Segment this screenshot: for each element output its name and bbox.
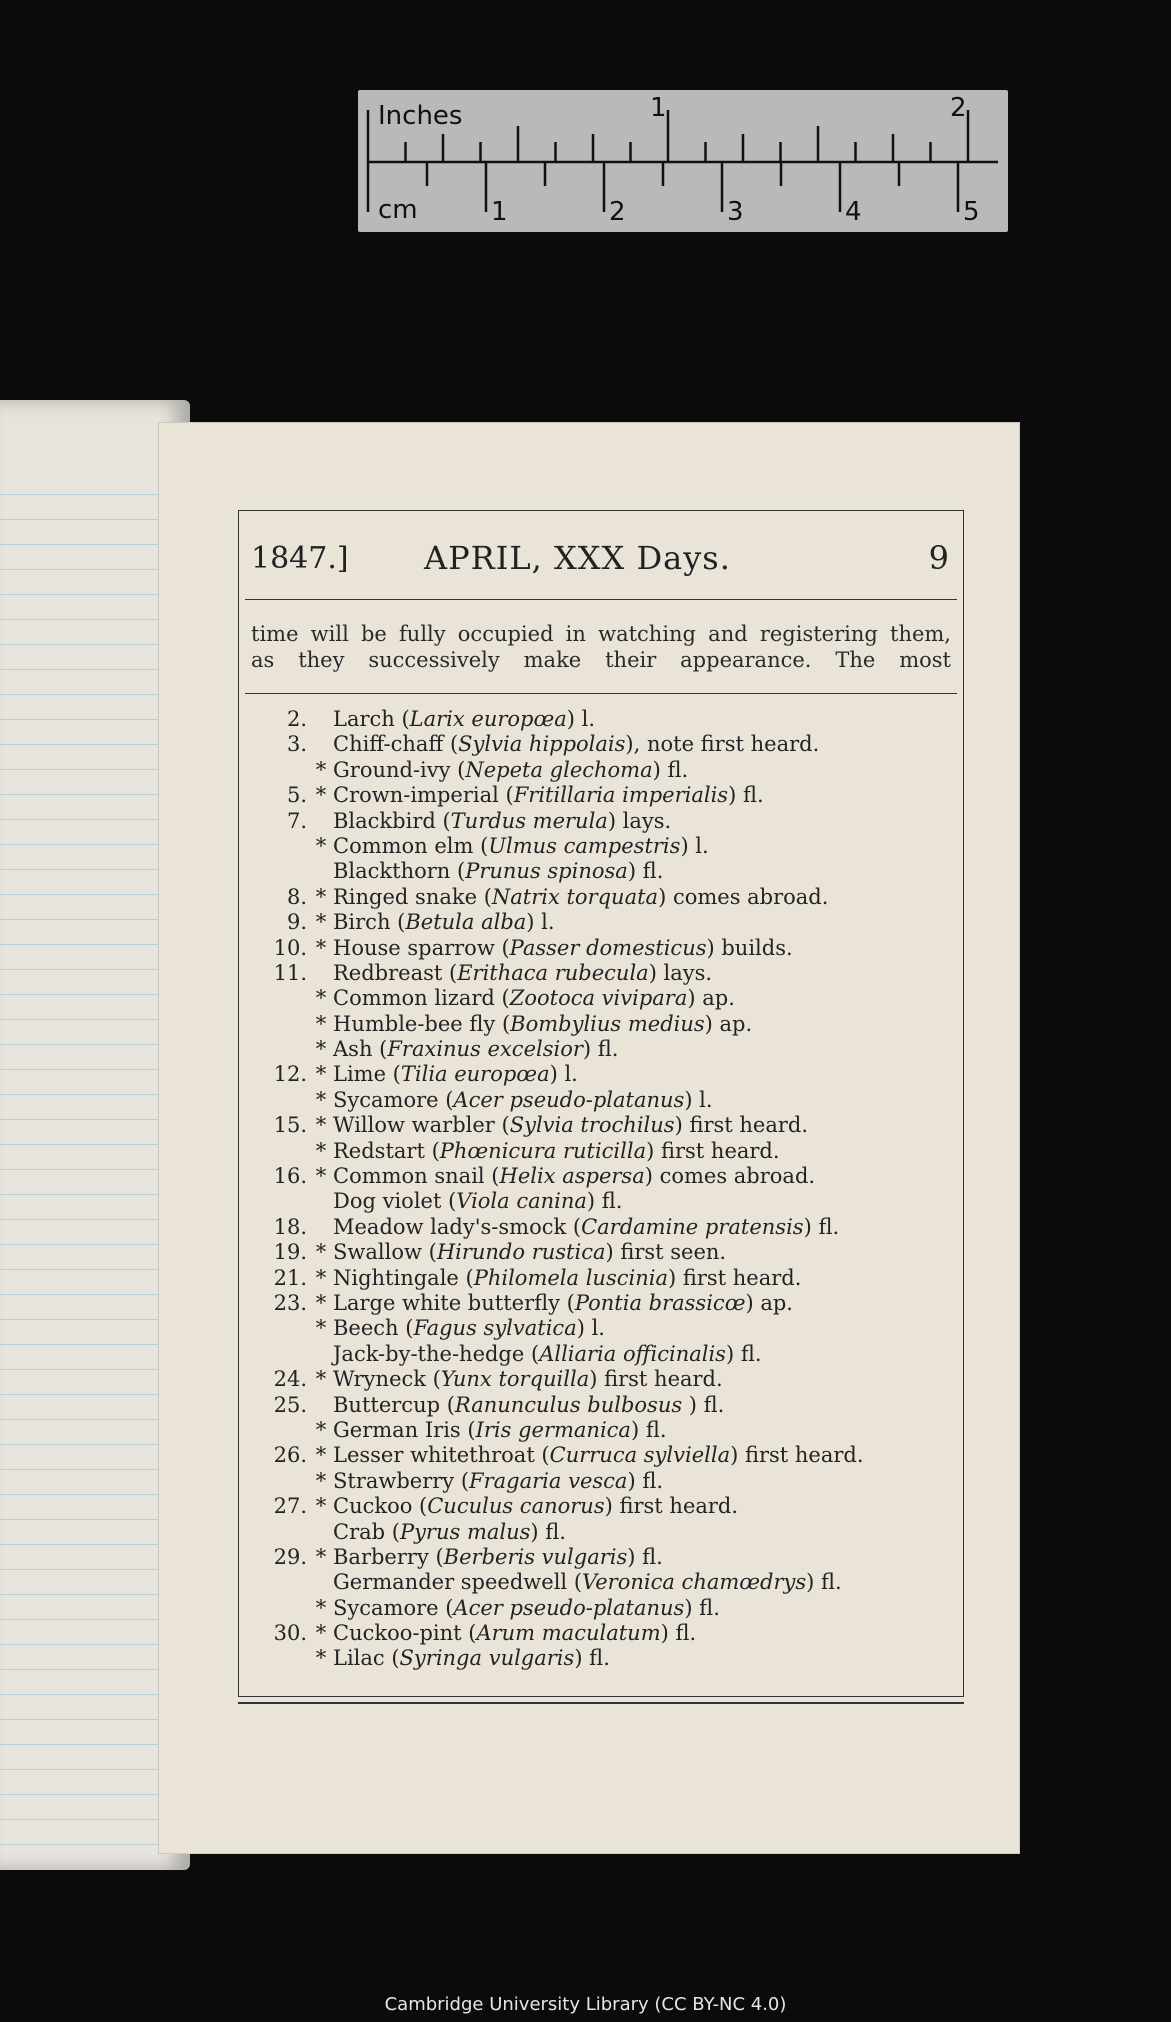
entry-common-name: German Iris ( xyxy=(333,1417,476,1442)
entry-text xyxy=(333,1520,566,1544)
entry-text xyxy=(333,936,793,960)
entry-latin-name: Cuculus canorus xyxy=(427,1494,605,1519)
entry-note: ) fl. xyxy=(586,1189,623,1214)
entry-text xyxy=(333,1062,578,1086)
inch-number: 1 xyxy=(650,93,667,123)
intro-line-1: time will be fully occupied in watching and registering them, xyxy=(251,622,951,646)
entry-common-name: Buttercup ( xyxy=(333,1392,455,1417)
calendar-entries xyxy=(259,707,959,1672)
entry-date: 7. xyxy=(286,808,307,833)
entry-asterisk: * xyxy=(315,1164,327,1189)
entry-asterisk: * xyxy=(315,757,327,782)
entry-text xyxy=(333,1012,752,1036)
entry-latin-name: Zootoca vivipara xyxy=(509,986,688,1011)
cm-number: 3 xyxy=(727,197,744,227)
entry-latin-name: Alliaria officinalis xyxy=(539,1341,726,1366)
list-item xyxy=(259,707,959,732)
list-item xyxy=(259,1570,959,1595)
list-item xyxy=(259,1291,959,1316)
entry-latin-name: Cardamine pratensis xyxy=(581,1214,804,1239)
entry-latin-name: Larix europœa xyxy=(409,707,567,731)
entry-note: ) ap. xyxy=(704,1011,753,1036)
page-header xyxy=(239,511,963,603)
entry-date: 9. xyxy=(286,910,307,935)
list-item xyxy=(259,1113,959,1138)
cm-number: 5 xyxy=(963,197,980,227)
list-item xyxy=(259,834,959,859)
list-item xyxy=(259,1646,959,1671)
cm-number: 2 xyxy=(609,197,626,227)
entry-text xyxy=(333,1342,762,1366)
entry-note: ) l. xyxy=(566,707,596,731)
entry-latin-name: Pyrus malus xyxy=(399,1519,531,1544)
entry-common-name: Swallow ( xyxy=(333,1240,437,1265)
entry-note: ) lays. xyxy=(607,808,672,833)
entry-asterisk: * xyxy=(315,1595,327,1620)
page-frame xyxy=(238,510,964,1697)
entry-text xyxy=(333,1215,839,1239)
entry-asterisk: * xyxy=(315,986,327,1011)
list-item xyxy=(259,1393,959,1418)
entry-common-name: Redbreast ( xyxy=(333,960,458,985)
intro-divider xyxy=(245,693,957,694)
entry-common-name: Sycamore ( xyxy=(333,1595,454,1620)
entry-date: 25. xyxy=(273,1392,307,1417)
entry-asterisk: * xyxy=(315,1138,327,1163)
entry-note: ) fl. xyxy=(530,1519,566,1544)
entry-text xyxy=(333,1291,793,1315)
list-item xyxy=(259,1189,959,1214)
entry-latin-name: Betula alba xyxy=(405,910,527,935)
header-divider xyxy=(245,599,957,600)
entry-note: ) first heard. xyxy=(667,1265,802,1290)
entry-common-name: Blackthorn ( xyxy=(333,859,466,884)
entry-note: ) l. xyxy=(680,833,709,858)
entry-asterisk: * xyxy=(315,1544,327,1569)
entry-text xyxy=(333,732,819,756)
entry-common-name: Blackbird ( xyxy=(333,808,451,833)
entry-common-name: Humble-bee fly ( xyxy=(333,1011,511,1036)
entry-latin-name: Viola canina xyxy=(456,1189,587,1214)
entry-text xyxy=(333,1367,723,1391)
entry-note: ) fl. xyxy=(803,1214,840,1239)
entry-common-name: Nightingale ( xyxy=(333,1265,474,1290)
list-item xyxy=(259,910,959,935)
list-item xyxy=(259,1367,959,1392)
entry-text xyxy=(333,1266,801,1290)
entry-latin-name: Fraxinus excelsior xyxy=(387,1037,583,1062)
entry-text xyxy=(333,1164,815,1188)
entry-date: 2. xyxy=(286,707,307,731)
list-item xyxy=(259,1469,959,1494)
entry-note: ) comes abroad. xyxy=(658,884,829,909)
entry-date: 5. xyxy=(286,783,307,808)
list-item xyxy=(259,961,959,986)
entry-note: ) first seen. xyxy=(605,1240,727,1265)
list-item xyxy=(259,1164,959,1189)
list-item xyxy=(259,1139,959,1164)
list-item xyxy=(259,986,959,1011)
entry-date: 23. xyxy=(273,1290,307,1315)
entry-text xyxy=(333,834,709,858)
entry-text xyxy=(333,783,764,807)
entry-text xyxy=(333,1646,610,1670)
almanac-page xyxy=(158,422,1020,1854)
list-item xyxy=(259,809,959,834)
list-item xyxy=(259,1342,959,1367)
credit-line: Cambridge University Library (CC BY-NC 4.0) xyxy=(384,1994,787,2015)
entry-text xyxy=(333,885,828,909)
entry-note: ) l. xyxy=(549,1062,578,1087)
entry-latin-name: Syringa vulgaris xyxy=(399,1646,575,1671)
entry-text xyxy=(333,1240,726,1264)
page-title: APRIL, XXX Days. xyxy=(424,539,731,577)
entry-common-name: Common snail ( xyxy=(333,1164,500,1189)
entry-asterisk: * xyxy=(315,783,327,808)
entry-note: ) first heard. xyxy=(730,1443,864,1468)
entry-asterisk: * xyxy=(315,935,327,960)
entry-latin-name: Ranunculus bulbosus xyxy=(454,1392,683,1417)
footer-rule xyxy=(238,1702,964,1704)
entry-latin-name: Fragaria vesca xyxy=(469,1468,628,1493)
entry-note: ) fl. xyxy=(627,1468,664,1493)
ruler-cm-label: cm xyxy=(378,195,418,225)
list-item xyxy=(259,1266,959,1291)
entry-text xyxy=(333,859,663,883)
list-item xyxy=(259,1621,959,1646)
entry-note: ) fl. xyxy=(725,1341,762,1366)
entry-date: 3. xyxy=(286,732,307,757)
list-item xyxy=(259,859,959,884)
inch-number: 2 xyxy=(950,93,967,123)
entry-note: ) l. xyxy=(684,1087,713,1112)
entry-note: ) ap. xyxy=(687,986,735,1011)
list-item xyxy=(259,1037,959,1062)
entry-note: ) first heard. xyxy=(589,1367,723,1392)
entry-text xyxy=(333,1494,738,1518)
entry-asterisk: * xyxy=(315,1087,327,1112)
entry-common-name: Beech ( xyxy=(333,1316,414,1341)
entry-date: 12. xyxy=(273,1062,307,1087)
list-item xyxy=(259,1418,959,1443)
list-item xyxy=(259,1596,959,1621)
entry-common-name: Wryneck ( xyxy=(333,1367,441,1392)
entry-text xyxy=(333,1570,842,1594)
scale-ruler xyxy=(358,90,1008,232)
entry-note: ) fl. xyxy=(728,783,764,808)
entry-common-name: Crab ( xyxy=(333,1519,400,1544)
entry-common-name: Cuckoo-pint ( xyxy=(333,1621,477,1646)
entry-text xyxy=(333,1418,667,1442)
entry-common-name: Meadow lady's-smock ( xyxy=(333,1214,582,1239)
entry-date: 30. xyxy=(273,1621,307,1646)
entry-asterisk: * xyxy=(315,1316,327,1341)
list-item xyxy=(259,1240,959,1265)
entry-latin-name: Passer domesticus xyxy=(509,935,707,960)
entry-latin-name: Phœnicura ruticilla xyxy=(439,1138,647,1163)
entry-note: ) first heard. xyxy=(674,1113,809,1138)
entry-note: ) l. xyxy=(576,1316,605,1341)
entry-note: ) fl. xyxy=(574,1646,610,1671)
list-item xyxy=(259,732,959,757)
list-item xyxy=(259,1520,959,1545)
entry-asterisk: * xyxy=(315,1265,327,1290)
entry-latin-name: Helix aspersa xyxy=(499,1164,645,1189)
ruled-lines xyxy=(0,470,180,1850)
entry-latin-name: Iris germanica xyxy=(475,1417,631,1442)
entry-date: 24. xyxy=(273,1367,307,1392)
entry-text xyxy=(333,1596,720,1620)
entry-asterisk: * xyxy=(315,910,327,935)
entry-latin-name: Turdus merula xyxy=(450,808,608,833)
list-item xyxy=(259,936,959,961)
entry-text xyxy=(333,1621,696,1645)
list-item xyxy=(259,1443,959,1468)
entry-asterisk: * xyxy=(315,1011,327,1036)
entry-common-name: Common elm ( xyxy=(333,833,489,858)
entry-asterisk: * xyxy=(315,1621,327,1646)
entry-common-name: Ringed snake ( xyxy=(333,884,492,909)
entry-common-name: Chiff-chaff ( xyxy=(333,732,459,757)
entry-date: 21. xyxy=(273,1265,307,1290)
entry-common-name: Ash ( xyxy=(333,1037,388,1062)
entry-note: ) fl. xyxy=(582,1037,619,1062)
entry-common-name: Large white butterfly ( xyxy=(333,1290,575,1315)
entry-date: 26. xyxy=(273,1443,307,1468)
entry-common-name: Birch ( xyxy=(333,910,406,935)
entry-date: 18. xyxy=(273,1214,307,1239)
entry-asterisk: * xyxy=(315,1062,327,1087)
entry-common-name: Redstart ( xyxy=(333,1138,440,1163)
cm-number: 1 xyxy=(491,197,508,227)
intro-text xyxy=(251,621,951,673)
entry-note: ) fl. xyxy=(652,757,689,782)
entry-latin-name: Bombylius medius xyxy=(510,1011,705,1036)
entry-text xyxy=(333,707,595,731)
ruler-graphic xyxy=(358,90,1008,232)
entry-note: ), note first heard. xyxy=(625,732,820,757)
entry-latin-name: Philomela luscinia xyxy=(473,1265,668,1290)
entry-common-name: House sparrow ( xyxy=(333,935,510,960)
entry-date: 10. xyxy=(273,935,307,960)
entry-text xyxy=(333,1316,605,1340)
entry-common-name: Cuckoo ( xyxy=(333,1494,428,1519)
entry-note: ) fl. xyxy=(627,1544,663,1569)
entry-asterisk: * xyxy=(315,1443,327,1468)
entry-text xyxy=(333,1113,808,1137)
entry-asterisk: * xyxy=(315,1037,327,1062)
entry-text xyxy=(333,1545,663,1569)
entry-common-name: Barberry ( xyxy=(333,1544,444,1569)
list-item xyxy=(259,758,959,783)
entry-latin-name: Fagus sylvatica xyxy=(413,1316,577,1341)
entry-asterisk: * xyxy=(315,1468,327,1493)
entry-common-name: Larch ( xyxy=(333,707,410,731)
entry-latin-name: Nepeta glechoma xyxy=(465,757,653,782)
entry-latin-name: Acer pseudo-platanus xyxy=(453,1087,685,1112)
entry-text xyxy=(333,961,712,985)
entry-latin-name: Ulmus campestris xyxy=(488,833,681,858)
entry-note: ) fl. xyxy=(684,1595,720,1620)
entry-note: ) first heard. xyxy=(646,1138,780,1163)
entry-common-name: Common lizard ( xyxy=(333,986,510,1011)
entry-asterisk: * xyxy=(315,1367,327,1392)
entry-note: ) fl. xyxy=(630,1417,667,1442)
ruler-inches-label: Inches xyxy=(378,101,463,131)
entry-date: 15. xyxy=(273,1113,307,1138)
entry-text xyxy=(333,1469,663,1493)
entry-text xyxy=(333,1443,864,1467)
entry-latin-name: Erithaca rubecula xyxy=(457,960,649,985)
entry-latin-name: Sylvia trochilus xyxy=(509,1113,675,1138)
entry-common-name: Lime ( xyxy=(333,1062,401,1087)
entry-latin-name: Veronica chamœdrys xyxy=(582,1570,807,1595)
entry-date: 8. xyxy=(286,884,307,909)
cm-number: 4 xyxy=(845,197,862,227)
entry-text xyxy=(333,758,688,782)
list-item xyxy=(259,1494,959,1519)
list-item xyxy=(259,783,959,808)
entry-date: 29. xyxy=(273,1544,307,1569)
entry-common-name: Strawberry ( xyxy=(333,1468,470,1493)
list-item xyxy=(259,1215,959,1240)
entry-note: ) lays. xyxy=(648,960,713,985)
entry-text xyxy=(333,1189,622,1213)
entry-note: ) first heard. xyxy=(604,1494,739,1519)
entry-latin-name: Sylvia hippolais xyxy=(458,732,626,757)
entry-text xyxy=(333,910,555,934)
entry-asterisk: * xyxy=(315,1290,327,1315)
list-item xyxy=(259,1545,959,1570)
entry-date: 19. xyxy=(273,1240,307,1265)
entry-date: 11. xyxy=(273,960,307,985)
entry-asterisk: * xyxy=(315,1240,327,1265)
entry-latin-name: Pontia brassicœ xyxy=(574,1290,746,1315)
entry-latin-name: Acer pseudo-platanus xyxy=(453,1595,685,1620)
entry-common-name: Lilac ( xyxy=(333,1646,400,1671)
entry-common-name: Ground-ivy ( xyxy=(333,757,466,782)
list-item xyxy=(259,885,959,910)
entry-common-name: Crown-imperial ( xyxy=(333,783,514,808)
entry-date: 16. xyxy=(273,1164,307,1189)
list-item xyxy=(259,1316,959,1341)
entry-latin-name: Fritillaria imperialis xyxy=(513,783,729,808)
entry-latin-name: Curruca sylviella xyxy=(549,1443,731,1468)
entry-note: ) fl. xyxy=(660,1621,697,1646)
entry-date: 27. xyxy=(273,1494,307,1519)
intro-line-2: as they successively make their appearance. The most xyxy=(251,648,951,672)
entry-common-name: Sycamore ( xyxy=(333,1087,454,1112)
entry-latin-name: Berberis vulgaris xyxy=(443,1544,628,1569)
header-year: 1847.] xyxy=(251,541,349,576)
entry-asterisk: * xyxy=(315,1417,327,1442)
entry-latin-name: Natrix torquata xyxy=(491,884,659,909)
entry-text xyxy=(333,1037,618,1061)
page-number: 9 xyxy=(928,539,949,577)
entry-common-name: Germander speedwell ( xyxy=(333,1570,583,1595)
entry-asterisk: * xyxy=(315,1494,327,1519)
entry-common-name: Willow warbler ( xyxy=(333,1113,510,1138)
entry-asterisk: * xyxy=(315,884,327,909)
list-item xyxy=(259,1062,959,1087)
entry-note: ) comes abroad. xyxy=(644,1164,816,1189)
list-item xyxy=(259,1088,959,1113)
entry-latin-name: Prunus spinosa xyxy=(465,859,628,884)
entry-common-name: Dog violet ( xyxy=(333,1189,457,1214)
entry-asterisk: * xyxy=(315,1646,327,1671)
entry-note: ) fl. xyxy=(806,1570,842,1595)
entry-common-name: Lesser whitethroat ( xyxy=(333,1443,550,1468)
entry-note: ) fl. xyxy=(627,859,664,884)
entry-latin-name: Yunx torquilla xyxy=(440,1367,590,1392)
entry-common-name: Jack-by-the-hedge ( xyxy=(333,1341,540,1366)
entry-note: ) ap. xyxy=(745,1290,793,1315)
entry-text xyxy=(333,1393,724,1417)
entry-latin-name: Tilia europœa xyxy=(400,1062,550,1087)
entry-asterisk: * xyxy=(315,1113,327,1138)
entry-asterisk: * xyxy=(315,833,327,858)
entry-note: ) l. xyxy=(526,910,555,935)
entry-text xyxy=(333,1088,713,1112)
entry-note: ) builds. xyxy=(706,935,793,960)
list-item xyxy=(259,1012,959,1037)
entry-text xyxy=(333,1139,780,1163)
entry-note: ) fl. xyxy=(682,1392,725,1417)
entry-latin-name: Arum maculatum xyxy=(476,1621,661,1646)
entry-latin-name: Hirundo rustica xyxy=(436,1240,606,1265)
entry-text xyxy=(333,986,735,1010)
entry-text xyxy=(333,809,671,833)
